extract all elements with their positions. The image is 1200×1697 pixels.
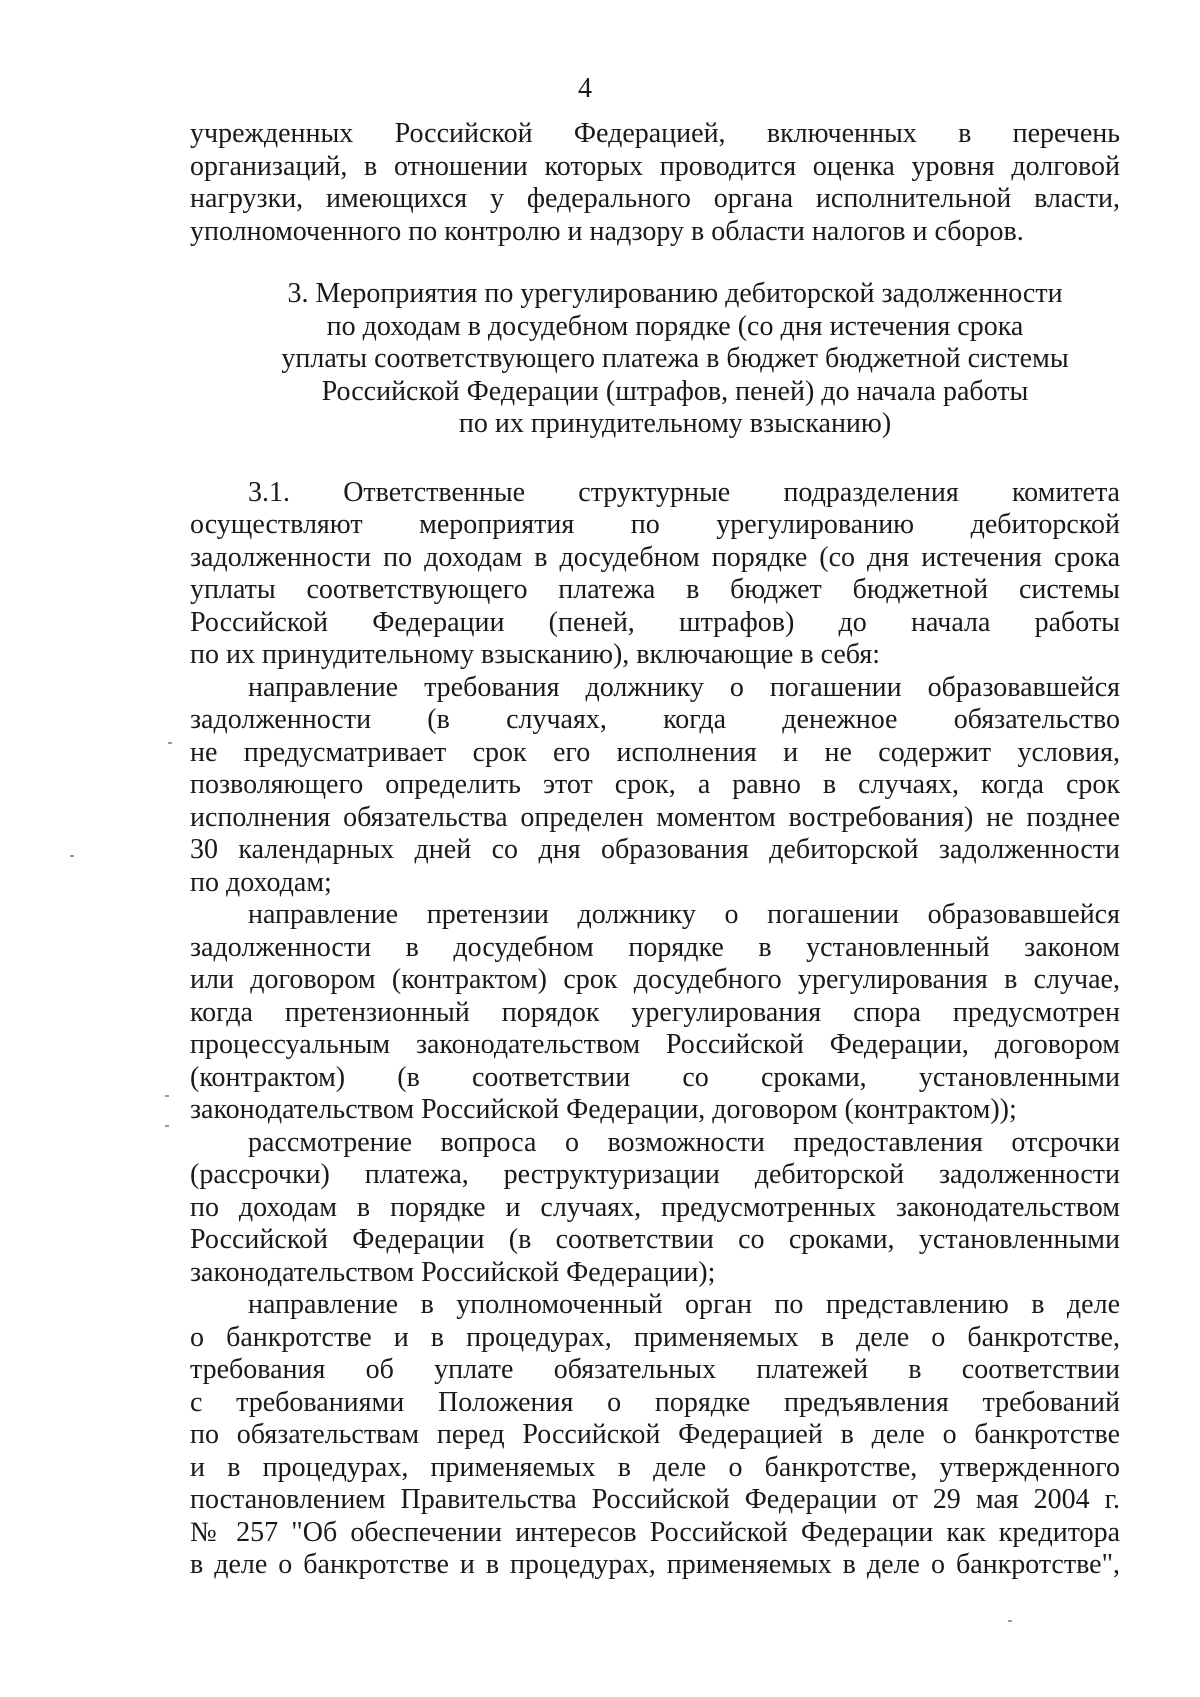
document-body: [190, 118, 1120, 1582]
scan-speck: [70, 855, 74, 857]
text-line: Российской Федерации (пеней, штрафов) до начала работы: [190, 606, 1120, 638]
heading-line: Российской Федерации (штрафов, пеней) до начала работы: [321, 375, 1029, 407]
text-line: о банкротстве и в процедурах, применяемых в деле о банкротстве,: [190, 1321, 1120, 1353]
heading-line: 3. Мероприятия по урегулированию дебиторской задолженности: [287, 278, 1063, 309]
text-line: с требованиями Положения о порядке предъявления требований: [190, 1386, 1120, 1418]
text-line: осуществляют мероприятия по урегулированию дебиторской: [190, 509, 1120, 540]
text-line: уполномоченного по контролю и надзору в области налогов и сборов.: [190, 215, 1024, 247]
text-line: законодательством Российской Федерации);: [190, 1256, 716, 1288]
heading-line: уплаты соответствующего платежа в бюджет бюджетной системы: [281, 343, 1069, 374]
text-line: исполнения обязательства определен моментом востребования) не позднее: [190, 801, 1120, 833]
text-line: по их принудительному взысканию), включающие в себя:: [190, 639, 880, 670]
text-line: не предусматривает срок его исполнения и не содержит условия,: [190, 736, 1120, 768]
text-line: требования об уплате обязательных платежей в соответствии: [190, 1354, 1120, 1385]
text-line: рассмотрение вопроса о возможности предоставления отсрочки: [248, 1126, 1120, 1158]
scan-speck: [165, 1125, 169, 1127]
list-item-claim: [190, 899, 1120, 1127]
heading-line: по их принудительному взысканию): [458, 408, 892, 439]
text-line: Российской Федерации (в соответствии со сроками, установленными: [190, 1224, 1120, 1255]
text-line: 30 календарных дней со дня образования дебиторской задолженности: [190, 834, 1120, 865]
text-line: или договором (контрактом) срок досудебного урегулирования в случае,: [190, 964, 1120, 995]
list-item-deferral: [190, 1127, 1120, 1290]
text-line: направление претензии должнику о погашении образовавшейся: [248, 899, 1120, 930]
text-line: учрежденных Российской Федерацией, включенных в перечень: [190, 118, 1120, 149]
list-item-demand: [190, 672, 1120, 900]
text-line: и в процедурах, применяемых в деле о банкротстве, утвержденного: [190, 1451, 1120, 1483]
section-heading: [190, 278, 1120, 441]
text-line: законодательством Российской Федерации, договором (контрактом));: [190, 1094, 1017, 1125]
page-number: 4: [578, 73, 592, 104]
text-line: № 257 "Об обеспечении интересов Российской Федерации как кредитора: [190, 1516, 1120, 1548]
text-line: задолженности (в случаях, когда денежное обязательство: [190, 704, 1120, 735]
text-line: направление требования должнику о погашении образовавшейся: [248, 671, 1120, 703]
text-line: задолженности в досудебном порядке в установленный законом: [190, 931, 1120, 963]
text-line: (рассрочки) платежа, реструктуризации дебиторской задолженности: [190, 1159, 1120, 1190]
heading-line: по доходам в досудебном порядке (со дня истечения срока: [326, 310, 1024, 342]
scan-speck: [168, 742, 172, 744]
intro-paragraph: [190, 118, 1120, 248]
scan-speck: [1008, 1620, 1012, 1622]
text-line: по доходам;: [190, 866, 332, 898]
list-item-bankruptcy: [190, 1289, 1120, 1582]
text-line: (контрактом) (в соответствии со сроками, установленными: [190, 1061, 1120, 1093]
text-line: уплаты соответствующего платежа в бюджет бюджетной системы: [190, 574, 1120, 605]
text-line: постановлением Правительства Российской Федерации от 29 мая 2004 г.: [190, 1484, 1120, 1515]
text-line: задолженности по доходам в досудебном порядке (со дня истечения срока: [190, 541, 1120, 573]
text-line: 3.1. Ответственные структурные подразделения комитета: [248, 476, 1120, 508]
text-line: по доходам в порядке и случаях, предусмотренных законодательством: [190, 1191, 1120, 1223]
text-line: нагрузки, имеющихся у федерального органа исполнительной власти,: [190, 183, 1120, 214]
text-line: когда претензионный порядок урегулирования спора предусмотрен: [190, 996, 1120, 1028]
text-line: направление в уполномоченный орган по представлению в деле: [248, 1289, 1120, 1320]
text-line: организаций, в отношении которых проводится оценка уровня долговой: [190, 150, 1120, 182]
text-line: по обязательствам перед Российской Федерацией в деле о банкротстве: [190, 1419, 1120, 1450]
clause-3-1: [190, 477, 1120, 672]
scan-speck: [165, 1095, 169, 1097]
text-line: в деле о банкротстве и в процедурах, применяемых в деле о банкротстве",: [190, 1549, 1120, 1580]
text-line: позволяющего определить этот срок, а равно в случаях, когда срок: [190, 769, 1120, 800]
text-line: процессуальным законодательством Российской Федерации, договором: [190, 1029, 1120, 1060]
